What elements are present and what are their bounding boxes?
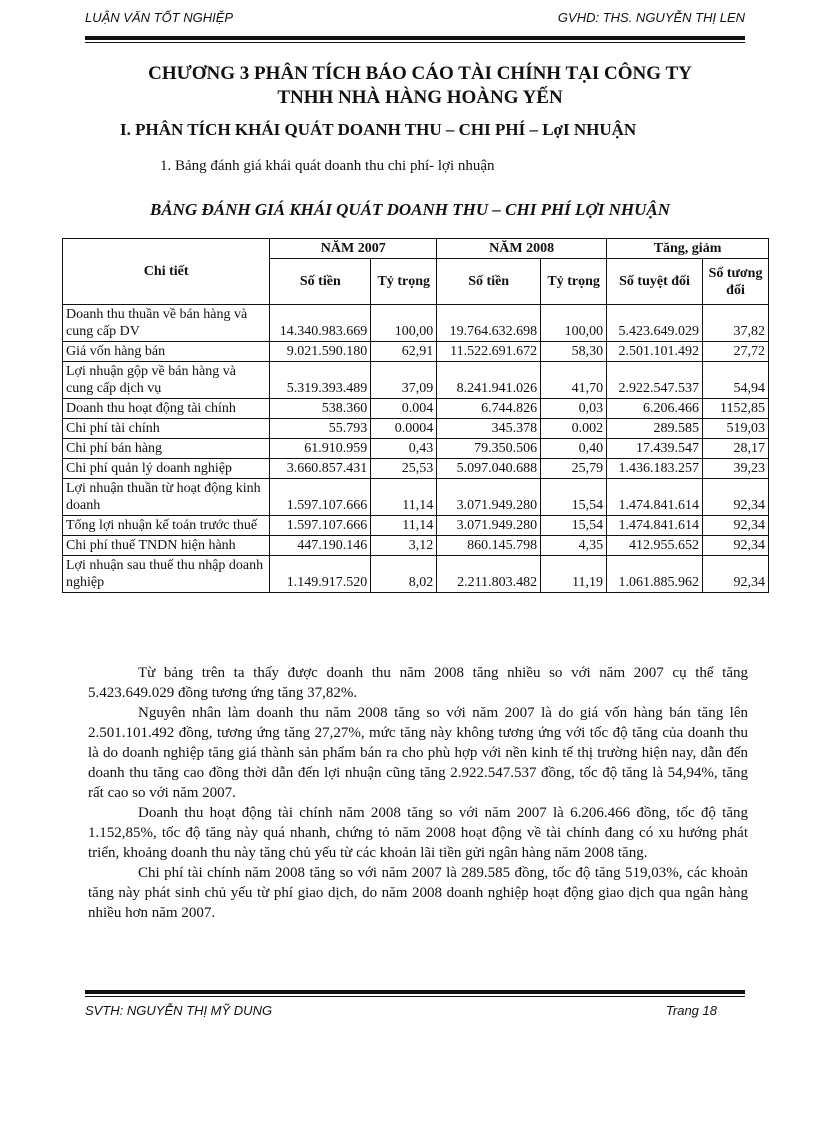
cell-amount-2008: 5.097.040.688	[437, 459, 541, 479]
table-row	[63, 342, 769, 362]
cell-amount-2007: 538.360	[270, 399, 371, 419]
cell-change-relative: 39,23	[703, 459, 769, 479]
cell-amount-2007: 5.319.393.489	[270, 362, 371, 399]
cell-ratio-2008: 11,19	[541, 556, 607, 593]
cell-change-relative: 519,03	[703, 419, 769, 439]
table-row	[63, 399, 769, 419]
paragraph: Từ bảng trên ta thấy được doanh thu năm 2008 tăng nhiều so với năm 2007 cụ thể tăng 5.423.649.029 đồng tương ứng tăng 37,82%.	[88, 665, 748, 701]
header-amount-2007: Số tiền	[270, 259, 371, 305]
cell-ratio-2007: 25,53	[371, 459, 437, 479]
header-ratio-2007: Tỷ trọng	[371, 259, 437, 305]
cell-amount-2008: 860.145.798	[437, 536, 541, 556]
cell-amount-2007: 1.597.107.666	[270, 479, 371, 516]
header-amount-2008: Số tiền	[437, 259, 541, 305]
cell-amount-2008: 11.522.691.672	[437, 342, 541, 362]
cell-ratio-2007: 0,43	[371, 439, 437, 459]
cell-change-relative: 92,34	[703, 479, 769, 516]
body-text	[88, 663, 748, 923]
cell-change-absolute: 2.922.547.537	[607, 362, 703, 399]
header-rule-thin	[85, 42, 745, 43]
cell-amount-2007: 9.021.590.180	[270, 342, 371, 362]
table-row	[63, 536, 769, 556]
cell-change-relative: 92,34	[703, 516, 769, 536]
cell-amount-2007: 14.340.983.669	[270, 305, 371, 342]
cell-ratio-2008: 0,40	[541, 439, 607, 459]
header-absolute: Số tuyệt đối	[607, 259, 703, 305]
header-relative: Số tương đối	[703, 259, 769, 305]
cell-ratio-2008: 4,35	[541, 536, 607, 556]
summary-table	[62, 238, 769, 593]
table-row	[63, 516, 769, 536]
cell-amount-2008: 19.764.632.698	[437, 305, 541, 342]
table-row	[63, 305, 769, 342]
cell-change-absolute: 5.423.649.029	[607, 305, 703, 342]
header-change: Tăng, giảm	[607, 239, 769, 259]
cell-change-relative: 28,17	[703, 439, 769, 459]
cell-ratio-2007: 100,00	[371, 305, 437, 342]
cell-ratio-2008: 41,70	[541, 362, 607, 399]
chapter-title-line1: CHƯƠNG 3 PHÂN TÍCH BÁO CÁO TÀI CHÍNH TẠI CÔNG TY	[148, 63, 692, 84]
cell-amount-2008: 79.350.506	[437, 439, 541, 459]
chapter-title-line2: TNHH NHÀ HÀNG HOÀNG YẾN	[277, 87, 563, 108]
cell-amount-2008: 3.071.949.280	[437, 516, 541, 536]
row-label: Lợi nhuận gộp về bán hàng và cung cấp dịch vụ	[63, 362, 270, 399]
cell-change-relative: 27,72	[703, 342, 769, 362]
cell-change-relative: 37,82	[703, 305, 769, 342]
cell-ratio-2007: 11,14	[371, 479, 437, 516]
paragraph: Nguyên nhân làm doanh thu năm 2008 tăng so với năm 2007 là do giá vốn hàng bán tăng lên 2.501.101.492 đồng, tương ứng tăng 27,27%, mức tăng này không tương ứng với tốc độ tăng của doanh thu là do doanh nghiệp tăng giá thành sản phẩm bán ra cho phù hợp với nền kinh tế thị trường hiện nay, dẫn đến doanh thu tăng cao đồng thời dẫn đến lợi nhuận cũng tăng 2.922.547.537 đồng, tốc độ tăng là 54,94%, tăng rất cao so với năm 2007.	[88, 705, 748, 801]
subsection-title: 1. Bảng đánh giá khái quát doanh thu chi phí- lợi nhuận	[160, 158, 495, 174]
cell-change-relative: 92,34	[703, 536, 769, 556]
row-label: Doanh thu hoạt động tài chính	[63, 399, 270, 419]
row-label: Chi phí quản lý doanh nghiệp	[63, 459, 270, 479]
cell-amount-2007: 3.660.857.431	[270, 459, 371, 479]
cell-change-absolute: 412.955.652	[607, 536, 703, 556]
chapter-title	[60, 62, 780, 110]
cell-amount-2008: 8.241.941.026	[437, 362, 541, 399]
cell-ratio-2008: 58,30	[541, 342, 607, 362]
header-rule	[85, 36, 745, 40]
cell-ratio-2007: 8,02	[371, 556, 437, 593]
cell-amount-2007: 447.190.146	[270, 536, 371, 556]
cell-ratio-2007: 62,91	[371, 342, 437, 362]
row-label: Chi phí bán hàng	[63, 439, 270, 459]
table-row	[63, 479, 769, 516]
cell-ratio-2007: 11,14	[371, 516, 437, 536]
cell-amount-2008: 6.744.826	[437, 399, 541, 419]
cell-change-absolute: 1.436.183.257	[607, 459, 703, 479]
cell-change-absolute: 2.501.101.492	[607, 342, 703, 362]
cell-ratio-2007: 37,09	[371, 362, 437, 399]
header-left: LUẬN VĂN TỐT NGHIỆP	[85, 10, 234, 25]
row-label: Lợi nhuận thuần từ hoạt động kinh doanh	[63, 479, 270, 516]
table-row	[63, 362, 769, 399]
table-row	[63, 459, 769, 479]
cell-ratio-2008: 0.002	[541, 419, 607, 439]
cell-amount-2007: 61.910.959	[270, 439, 371, 459]
page-number: Trang 18	[665, 1003, 717, 1018]
header-2008: NĂM 2008	[437, 239, 607, 259]
section-title: I. PHÂN TÍCH KHÁI QUÁT DOANH THU – CHI PHÍ – LợI NHUẬN	[120, 120, 637, 139]
row-label: Doanh thu thuần về bán hàng và cung cấp DV	[63, 305, 270, 342]
table-row	[63, 556, 769, 593]
paragraph: Doanh thu hoạt động tài chính năm 2008 tăng so với năm 2007 là 6.206.466 đồng, tốc độ tăng 1.152,85%, tốc độ tăng này quá nhanh, chứng tỏ năm 2008 hoạt động về tài chính đang có xu hướng phát triển, khoảng doanh thu này tăng chủ yếu từ các khoản lãi tiền gửi ngân hàng năm 2008 tăng.	[88, 805, 748, 861]
cell-ratio-2008: 100,00	[541, 305, 607, 342]
row-label: Chi phí thuế TNDN hiện hành	[63, 536, 270, 556]
table-title: BẢNG ĐÁNH GIÁ KHÁI QUÁT DOANH THU – CHI PHÍ LỢI NHUẬN	[150, 200, 670, 219]
cell-ratio-2008: 15,54	[541, 516, 607, 536]
cell-amount-2008: 345.378	[437, 419, 541, 439]
footer-rule-thin	[85, 996, 745, 997]
cell-change-absolute: 6.206.466	[607, 399, 703, 419]
cell-ratio-2007: 0.004	[371, 399, 437, 419]
cell-change-relative: 54,94	[703, 362, 769, 399]
header-right: GVHD: THS. NGUYỄN THỊ LEN	[557, 10, 745, 25]
cell-amount-2008: 3.071.949.280	[437, 479, 541, 516]
cell-ratio-2008: 0,03	[541, 399, 607, 419]
cell-amount-2007: 1.149.917.520	[270, 556, 371, 593]
cell-change-absolute: 17.439.547	[607, 439, 703, 459]
row-label: Lợi nhuận sau thuế thu nhập doanh nghiệp	[63, 556, 270, 593]
cell-change-absolute: 1.474.841.614	[607, 479, 703, 516]
footer-author: SVTH: NGUYỄN THỊ MỸ DUNG	[85, 1003, 273, 1018]
cell-ratio-2008: 25,79	[541, 459, 607, 479]
cell-change-absolute: 1.061.885.962	[607, 556, 703, 593]
cell-ratio-2007: 3,12	[371, 536, 437, 556]
header-2007: NĂM 2007	[270, 239, 437, 259]
cell-ratio-2008: 15,54	[541, 479, 607, 516]
cell-amount-2007: 1.597.107.666	[270, 516, 371, 536]
footer-rule	[85, 990, 745, 994]
header-detail: Chi tiết	[63, 239, 270, 305]
cell-ratio-2007: 0.0004	[371, 419, 437, 439]
table-row	[63, 439, 769, 459]
row-label: Chi phí tài chính	[63, 419, 270, 439]
cell-change-relative: 1152,85	[703, 399, 769, 419]
paragraph: Chi phí tài chính năm 2008 tăng so với năm 2007 là 289.585 đồng, tốc độ tăng 519,03%, các khoản tăng này phát sinh chủ yếu từ phí giao dịch, do năm 2008 doanh nghiệp hoạt động giao dịch qua ngân hàng nhiều hơn năm 2007.	[88, 865, 748, 921]
table-row	[63, 419, 769, 439]
row-label: Giá vốn hàng bán	[63, 342, 270, 362]
cell-change-relative: 92,34	[703, 556, 769, 593]
row-label: Tổng lợi nhuận kế toán trước thuế	[63, 516, 270, 536]
cell-amount-2007: 55.793	[270, 419, 371, 439]
cell-amount-2008: 2.211.803.482	[437, 556, 541, 593]
cell-change-absolute: 1.474.841.614	[607, 516, 703, 536]
header-ratio-2008: Tỷ trọng	[541, 259, 607, 305]
cell-change-absolute: 289.585	[607, 419, 703, 439]
